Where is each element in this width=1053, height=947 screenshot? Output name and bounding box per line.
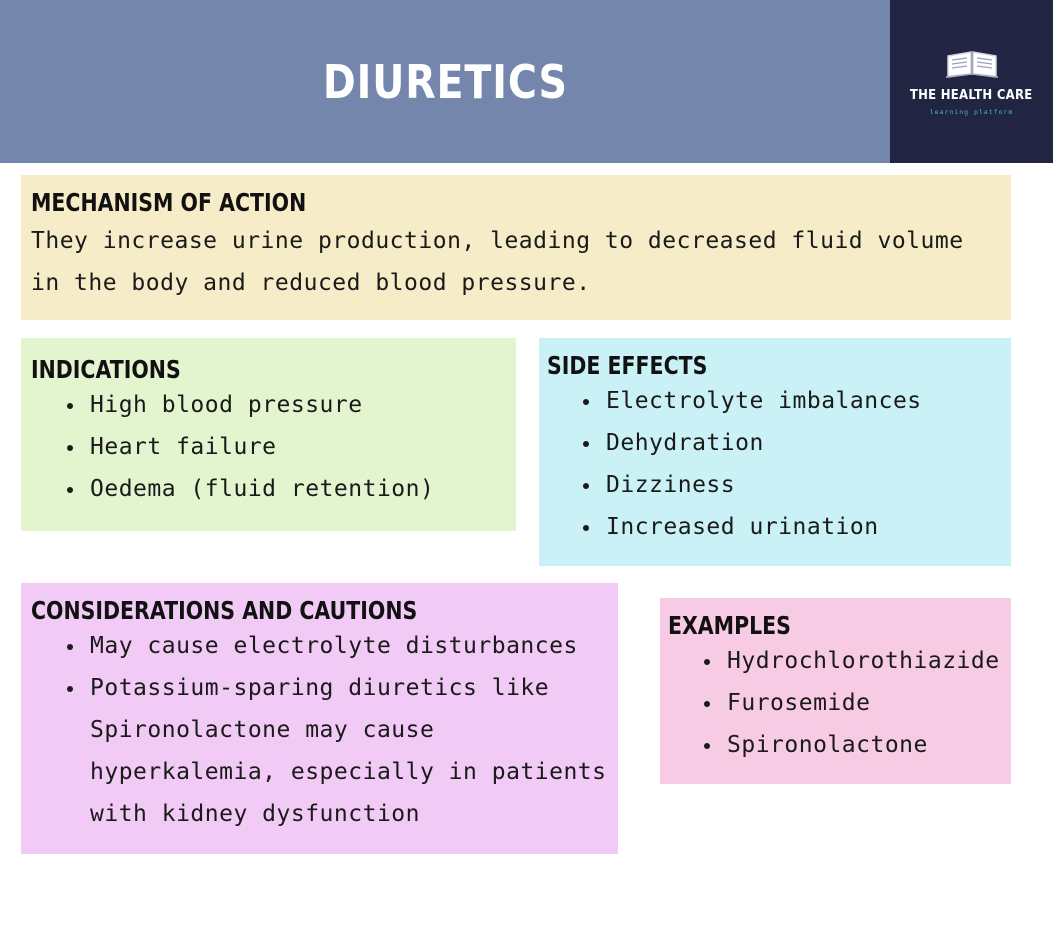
- side-effects-card: [539, 338, 1011, 566]
- title-banner: [0, 0, 890, 163]
- considerations-list: [31, 625, 608, 835]
- list-item: • Heart failure: [86, 426, 506, 468]
- list-item: • Hydrochlorothiazide: [723, 640, 1003, 682]
- examples-card: [660, 598, 1011, 784]
- indications-list: [31, 384, 506, 510]
- list-item: • Dizziness: [602, 464, 1003, 506]
- examples-list: [668, 640, 1003, 766]
- list-item: • Increased urination: [602, 506, 1003, 548]
- list-item: • Furosemide: [723, 682, 1003, 724]
- list-item: • Dehydration: [602, 422, 1003, 464]
- list-item: • May cause electrolyte disturbances: [86, 625, 608, 667]
- list-item: • Electrolyte imbalances: [602, 380, 1003, 422]
- indications-heading: INDICATIONS: [31, 355, 181, 384]
- list-item: • Oedema (fluid retention): [86, 468, 506, 510]
- mechanism-heading: MECHANISM OF ACTION: [31, 188, 307, 217]
- brand-name: THE HEALTH CARE: [910, 87, 1033, 103]
- considerations-heading: CONSIDERATIONS AND CAUTIONS: [31, 596, 418, 625]
- brand-logo: [890, 0, 1053, 163]
- considerations-card: [21, 583, 618, 854]
- mechanism-card: [21, 175, 1011, 320]
- side-effects-list: [547, 380, 1003, 548]
- page-title: DIURETICS: [322, 54, 568, 109]
- open-book-icon: [944, 48, 1000, 88]
- list-item: • Potassium-sparing diuretics like Spironolactone may cause hyperkalemia, especially in patients with kidney dysfunction: [86, 667, 608, 835]
- side-effects-heading: SIDE EFFECTS: [547, 351, 708, 380]
- mechanism-text: They increase urine production, leading to decreased fluid volume in the body and reduced blood pressure.: [31, 228, 964, 296]
- examples-heading: EXAMPLES: [668, 611, 791, 640]
- indications-card: [21, 338, 516, 531]
- list-item: • Spironolactone: [723, 724, 1003, 766]
- list-item: • High blood pressure: [86, 384, 506, 426]
- brand-tagline: learning platform: [929, 107, 1014, 116]
